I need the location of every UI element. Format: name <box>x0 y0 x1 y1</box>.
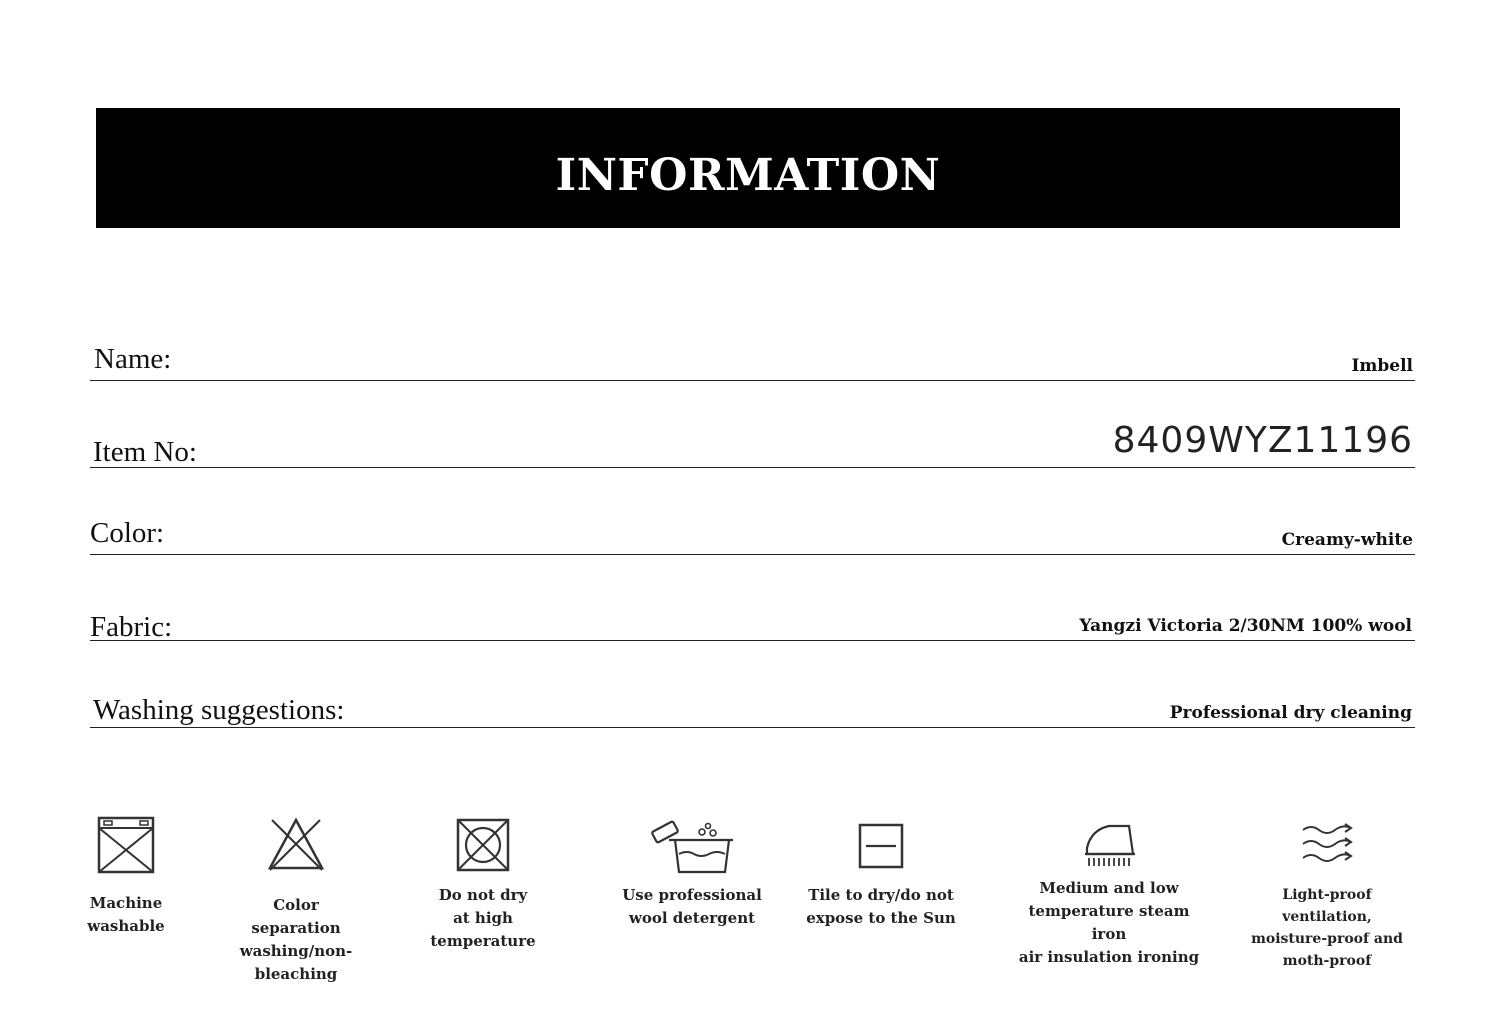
care-instructions <box>0 810 1500 1010</box>
care-label: Machine washable <box>87 894 165 935</box>
field-row-name <box>90 330 1415 381</box>
care-item-no-tumble-dry <box>420 816 546 953</box>
wash-basin-detergent-icon <box>647 812 737 878</box>
machine-wash-crossed-icon <box>95 814 157 876</box>
field-label: Name: <box>94 343 172 375</box>
care-item-machine-washable <box>66 814 186 938</box>
care-label: Light-proof ventilation, moisture-proof and moth-proof <box>1251 887 1403 969</box>
care-label: Color separation washing/non- bleaching <box>239 896 353 983</box>
no-tumble-dry-icon <box>454 816 512 874</box>
flat-dry-icon <box>857 822 905 870</box>
header-banner <box>96 108 1400 228</box>
care-label: Medium and low temperature steam iron air insulation ironing <box>1018 879 1200 966</box>
care-item-steam-iron <box>1010 820 1208 969</box>
field-label: Color: <box>90 517 165 549</box>
care-label: Use professional wool detergent <box>622 886 762 927</box>
page-title: INFORMATION <box>555 149 941 201</box>
field-value: Yangzi Victoria 2/30NM 100% wool <box>1079 616 1412 636</box>
care-item-detergent <box>614 812 770 930</box>
field-row-item-no <box>90 415 1415 468</box>
field-label: Washing suggestions: <box>93 694 345 726</box>
field-row-color <box>90 505 1415 555</box>
field-label: Item No: <box>93 436 197 468</box>
care-item-flat-dry <box>806 822 956 930</box>
field-value: Imbell <box>1351 356 1413 376</box>
no-bleach-icon <box>266 816 326 874</box>
care-label: Tile to dry/do not expose to the Sun <box>806 886 956 927</box>
field-row-fabric <box>90 590 1415 641</box>
field-value: 8409WYZ11196 <box>1112 420 1413 461</box>
field-label: Fabric: <box>90 611 173 643</box>
care-item-no-bleach <box>231 816 361 986</box>
care-item-light-proof <box>1244 822 1410 972</box>
steam-iron-icon <box>1079 820 1139 872</box>
field-row-washing <box>90 677 1415 728</box>
field-value: Creamy-white <box>1281 530 1413 550</box>
care-label: Do not dry at high temperature <box>430 886 536 950</box>
waves-icon <box>1299 822 1355 868</box>
field-value: Professional dry cleaning <box>1169 703 1412 723</box>
